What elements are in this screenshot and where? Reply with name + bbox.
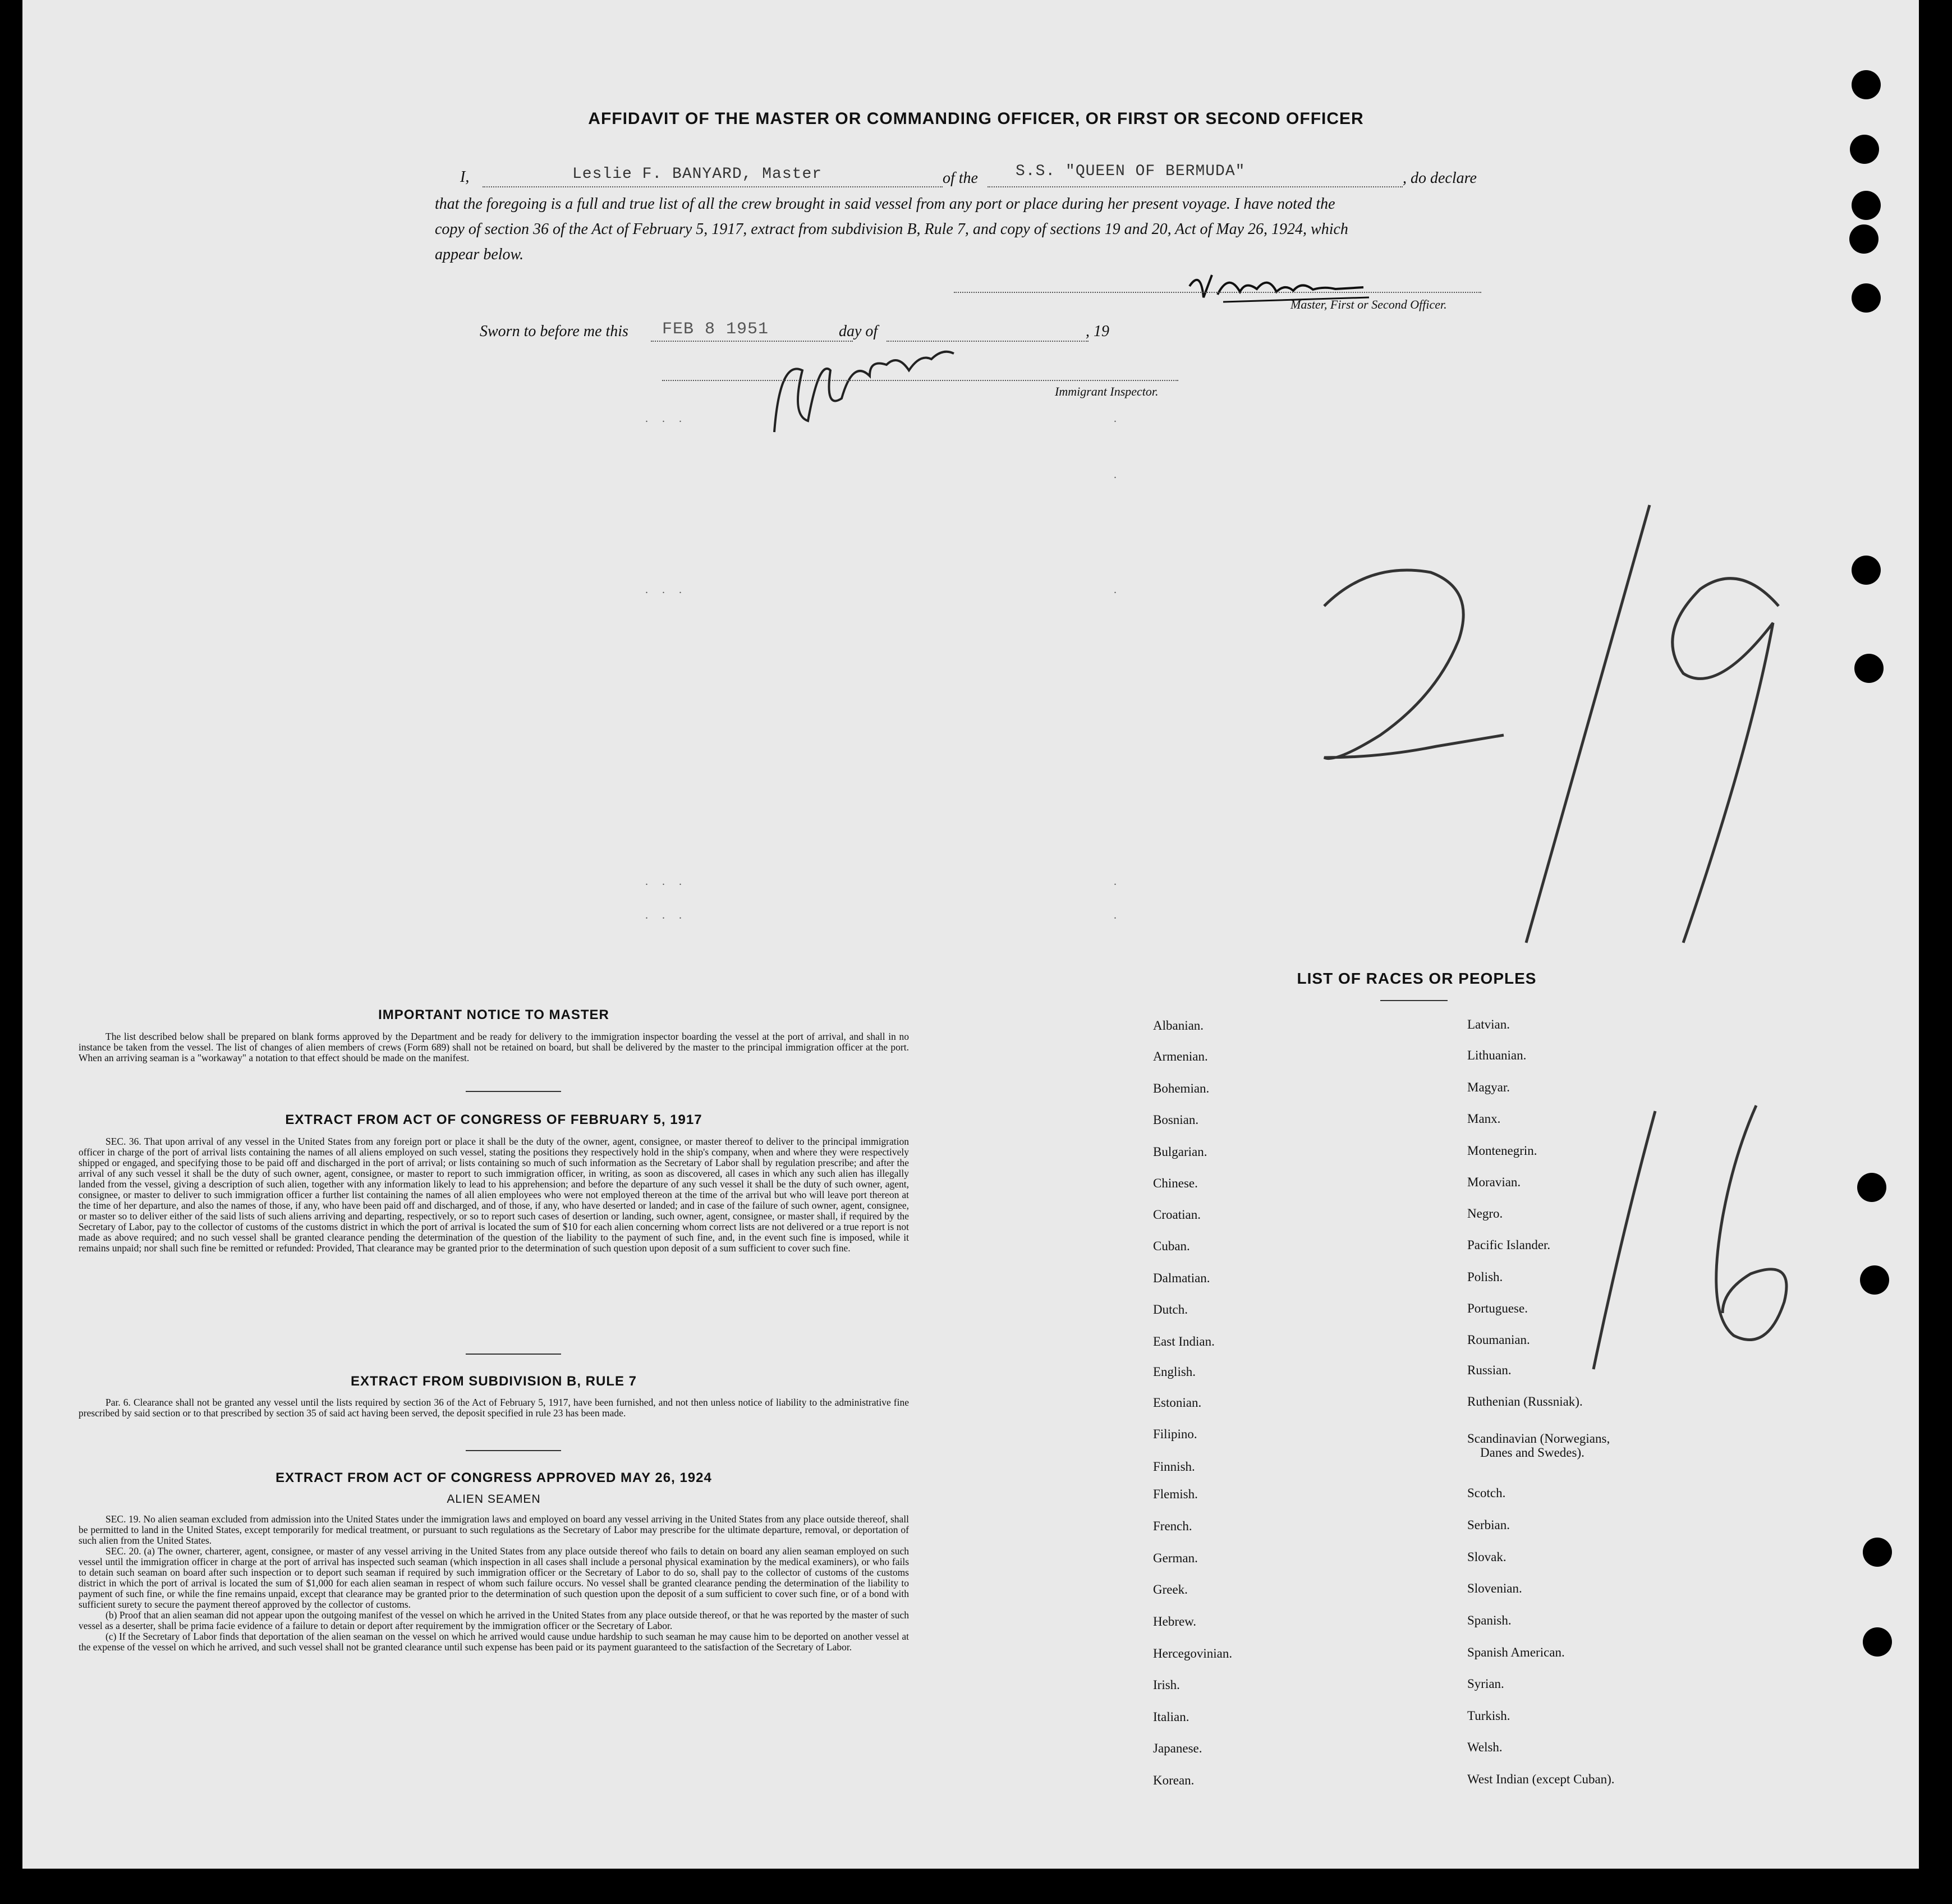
inspector-line (662, 380, 1178, 381)
race-item: Slovak. (1467, 1550, 1507, 1564)
race-item: Spanish American. (1467, 1645, 1565, 1659)
race-item: Finnish. (1153, 1460, 1195, 1474)
race-item: Bulgarian. (1153, 1145, 1207, 1159)
race-item: Armenian. (1153, 1049, 1208, 1063)
sworn-label: Sworn to before me this (480, 323, 628, 340)
race-item: Croatian. (1153, 1208, 1201, 1222)
extract-1924-subtitle: ALIEN SEAMEN (447, 1493, 541, 1506)
race-item: Lithuanian. (1467, 1048, 1527, 1062)
rule7-text (79, 1397, 909, 1419)
race-item: Magyar. (1467, 1080, 1510, 1094)
divider (466, 1354, 561, 1355)
dot-leader: . . . (645, 584, 687, 596)
affidavit-line-4: appear below. (435, 246, 524, 263)
binder-hole (1852, 556, 1881, 585)
race-item: Bosnian. (1153, 1113, 1199, 1127)
master-name-line (483, 186, 943, 187)
race-item: Scotch. (1467, 1486, 1506, 1500)
race-item: Albanian. (1153, 1018, 1204, 1033)
race-item: Korean. (1153, 1773, 1195, 1787)
extract-1924-sec20c: (c) If the Secretary of Labor finds that deportation of the alien seaman on the vessel on which he arrived would cause undue hardship to such seaman he may cause him to be deported on another vessel at the expense of the vessel on which he arrived, and such vessel shall not be granted clearance until such expense has been paid or its payment guaranteed to the satisfaction of the Secretary of Labor. (79, 1631, 909, 1653)
divider (1380, 1000, 1448, 1001)
race-item: French. (1153, 1519, 1192, 1533)
notice-paragraph: The list described below shall be prepared on blank forms approved by the Department and be ready for delivery to the immigration inspector boarding the vessel at the port of arrival, and shall in no instance be taken from the vessel. The list of changes of alien members of crews (Form 689) shall not be retained on board, but shall be delivered by the master to the principal immigration officer at the port. When an arriving seaman is a "workaway" a notation to that effect should be made on the manifest. (79, 1031, 909, 1063)
declare-label: , do declare (1403, 169, 1477, 187)
vessel-name-line (988, 186, 1403, 187)
race-item: Danes and Swedes). (1480, 1446, 1584, 1460)
binder-hole (1863, 1538, 1892, 1567)
race-item: Flemish. (1153, 1487, 1198, 1501)
of-the-label: of the (943, 169, 978, 187)
race-item: Ruthenian (Russniak). (1467, 1394, 1583, 1408)
handwritten-number-249 (1290, 494, 1795, 971)
rule7-paragraph: Par. 6. Clearance shall not be granted any vessel until the lists required by section 36 of the Act of February 5, 1917, have been furnished, and not then unless notice of liability to the administrative fine prescribed by said section or to that prescribed by section 35 of said act having been served, the deposit specified in rule 23 has been made. (79, 1397, 909, 1419)
race-item: Japanese. (1153, 1741, 1202, 1755)
extract-1924-sec20b: (b) Proof that an alien seaman did not appear upon the outgoing manifest of the vessel on which he arrived in the United States from any place outside thereof, or that he was reported by the master of such vessel as a deserter, shall be prima facie evidence of a failure to detain or deport after requirement by the immigration officer or the Secretary of Labor. (79, 1609, 909, 1631)
race-item: Greek. (1153, 1582, 1188, 1596)
binder-hole (1852, 283, 1881, 313)
binder-hole (1863, 1627, 1892, 1657)
extract-1924-text (79, 1514, 909, 1653)
dot-leader: . . . (645, 412, 687, 425)
inspector-signature (741, 337, 965, 443)
race-item: Welsh. (1467, 1740, 1503, 1754)
signature-title: Master, First or Second Officer. (1290, 297, 1447, 311)
race-item: Bohemian. (1153, 1081, 1210, 1095)
binder-hole (1849, 224, 1878, 254)
dot-leader: . . . (645, 875, 687, 888)
race-item: Hebrew. (1153, 1614, 1197, 1628)
race-item: Russian. (1467, 1363, 1512, 1377)
race-item: Syrian. (1467, 1677, 1504, 1691)
race-item: West Indian (except Cuban). (1467, 1772, 1615, 1786)
race-item: German. (1153, 1551, 1198, 1565)
vessel-name: S.S. "QUEEN OF BERMUDA" (1016, 163, 1246, 180)
dot-leader: . (1114, 875, 1122, 888)
affidavit-line-3: copy of section 36 of the Act of February 5, 1917, extract from subdivision B, Rule 7, and copy of sections 19 and 20, Act of May 26, 1924, which (435, 221, 1348, 238)
affidavit-title: AFFIDAVIT OF THE MASTER OR COMMANDING OFFICER, OR FIRST OR SECOND OFFICER (588, 109, 1364, 128)
binder-hole (1854, 654, 1884, 683)
binder-hole (1857, 1173, 1886, 1202)
race-item: Estonian. (1153, 1396, 1202, 1410)
extract-1917-title: EXTRACT FROM ACT OF CONGRESS OF FEBRUARY 5, 1917 (285, 1112, 702, 1127)
year-label: , 19 (1086, 323, 1109, 340)
race-item: Slovenian. (1467, 1581, 1522, 1595)
race-item: Dalmatian. (1153, 1271, 1210, 1285)
notice-text (79, 1031, 909, 1063)
signature-line (954, 292, 1481, 293)
extract-1924-sec20a: SEC. 20. (a) The owner, charterer, agent, consignee, or master of any vessel arriving in the United States from any place outside thereof who fails to detain on board any alien seaman employed on such vessel until the immigration officer in charge at the port of arrival has inspected such seaman (which inspection in all cases shall include a personal physical examination by the medical examiners), or who fails to detain such seaman on board after such inspection or to deport such seaman if required by such immigration officer or the Secretary of Labor to do so, shall pay to the collector of customs of the customs district in which the port of arrival is located the sum of $1,000 for each alien seaman in respect of whom such failure occurs. No vessel shall be granted clearance pending the determination of the liability to payment of such fine, or while the fine remains unpaid, except that clearance may be granted prior to the determination of such question upon the deposit of a sum sufficient to cover such fine, or of a bond with sufficient surety to secure the payment thereof approved by the collector of customs. (79, 1545, 909, 1610)
races-title: LIST OF RACES OR PEOPLES (1297, 970, 1537, 987)
race-item: Montenegrin. (1467, 1144, 1537, 1158)
race-item: Scandinavian (Norwegians, (1467, 1432, 1610, 1446)
binder-hole (1860, 1265, 1889, 1295)
master-name: Leslie F. BANYARD, Master (572, 166, 823, 183)
dot-leader: . (1114, 909, 1122, 921)
i-label: I, (460, 168, 470, 186)
race-item: Pacific Islander. (1467, 1238, 1551, 1252)
extract-1917-paragraph: SEC. 36. That upon arrival of any vessel in the United States from any foreign port or place it shall be the duty of the owner, agent, consignee, or master thereof to deliver to the principal immigration officer in charge of the port of arrival lists containing the names of all aliens employed on such vessel, stating the positions they respectively hold in the ship's company, when and where they were respectively shipped or engaged, and specifying those to be paid off and discharged in the port of arrival; or lists containing so much of such information as the Secretary of Labor shall by regulation prescribe; and after the arrival of any such vessel it shall be the duty of such owner, agent, consignee, or master to report to such immigration officer, in writing, as soon as discovered, all cases in which any such alien has illegally landed from the vessel, giving a description of such alien, together with any information likely to lead to his apprehension; and before the departure of any such vessel it shall be the duty of such owner, agent, consignee, or master to deliver to such immigration officer a further list containing the names of all alien employees who were not employed thereon at the time of the arrival but who will leave port thereon at the time of her departure, and also the names of those, if any, who have been paid off and discharged, and of those, if any, who have deserted or landed; and in case of the failure of such owner, agent, consignee, or master so to deliver either of the said lists of such aliens arriving and departing, respectively, or so to report such cases of desertion or landing, such owner, agent, consignee, or master shall, if required by the Secretary of Labor, pay to the collector of customs of the customs district in which the port of arrival is located the sum of $10 for each alien concerning whom correct lists are not delivered or a true report is not made as above required; and no such vessel shall be granted clearance pending the determination of the question of the liability to the payment of such fine, and, in the event such fine is imposed, while it remains unpaid; nor shall such fine be remitted or refunded: Provided, That clearance may be granted prior to the determination of such question upon deposit of a sum sufficient to cover such fine. (79, 1136, 909, 1254)
dot-leader: . . . (645, 909, 687, 921)
binder-hole (1850, 135, 1879, 164)
race-item: Italian. (1153, 1710, 1189, 1724)
race-item: Cuban. (1153, 1239, 1190, 1253)
race-item: Turkish. (1467, 1709, 1510, 1723)
sworn-stamp: FEB 8 1951 (662, 320, 769, 339)
race-item: Chinese. (1153, 1176, 1198, 1190)
race-item: Moravian. (1467, 1175, 1521, 1189)
extract-1917-text (79, 1136, 909, 1254)
race-item: Filipino. (1153, 1427, 1197, 1441)
race-item: Manx. (1467, 1112, 1501, 1126)
inspector-label: Immigrant Inspector. (1055, 384, 1159, 398)
divider (466, 1450, 561, 1451)
race-item: Roumanian. (1467, 1333, 1530, 1347)
divider (466, 1091, 561, 1092)
dot-leader: . (1114, 469, 1122, 481)
race-item: Latvian. (1467, 1017, 1510, 1031)
race-item: Spanish. (1467, 1613, 1512, 1627)
race-item: Hercegovinian. (1153, 1646, 1233, 1660)
handwritten-number-16 (1582, 1089, 1818, 1380)
dot-leader: . (1114, 412, 1122, 425)
race-item: East Indian. (1153, 1334, 1215, 1348)
rule7-title: EXTRACT FROM SUBDIVISION B, RULE 7 (350, 1374, 637, 1389)
affidavit-line-2: that the foregoing is a full and true list of all the crew brought in said vessel from any port or place during her present voyage. I have noted the (435, 195, 1335, 213)
extract-1924-sec19: SEC. 19. No alien seaman excluded from admission into the United States under the immigration laws and employed on board any vessel arriving in the United States from any place outside thereof, shall be permitted to land in the United States, except temporarily for medical treatment, or pursuant to such regulations as the Secretary of Labor may prescribe for the ultimate departure, removal, or deportation of such alien from the United States. (79, 1513, 909, 1546)
race-item: English. (1153, 1365, 1196, 1379)
race-item: Portuguese. (1467, 1301, 1528, 1315)
race-item: Serbian. (1467, 1518, 1510, 1532)
race-item: Irish. (1153, 1678, 1180, 1692)
day-of-label: day of (839, 323, 878, 340)
race-item: Dutch. (1153, 1302, 1188, 1316)
notice-title: IMPORTANT NOTICE TO MASTER (378, 1007, 609, 1022)
race-item: Negro. (1467, 1206, 1503, 1221)
race-item: Polish. (1467, 1270, 1503, 1284)
binder-hole (1852, 70, 1881, 99)
dot-leader: . (1114, 584, 1122, 596)
binder-hole (1852, 191, 1881, 220)
extract-1924-title: EXTRACT FROM ACT OF CONGRESS APPROVED MAY 26, 1924 (275, 1470, 712, 1485)
